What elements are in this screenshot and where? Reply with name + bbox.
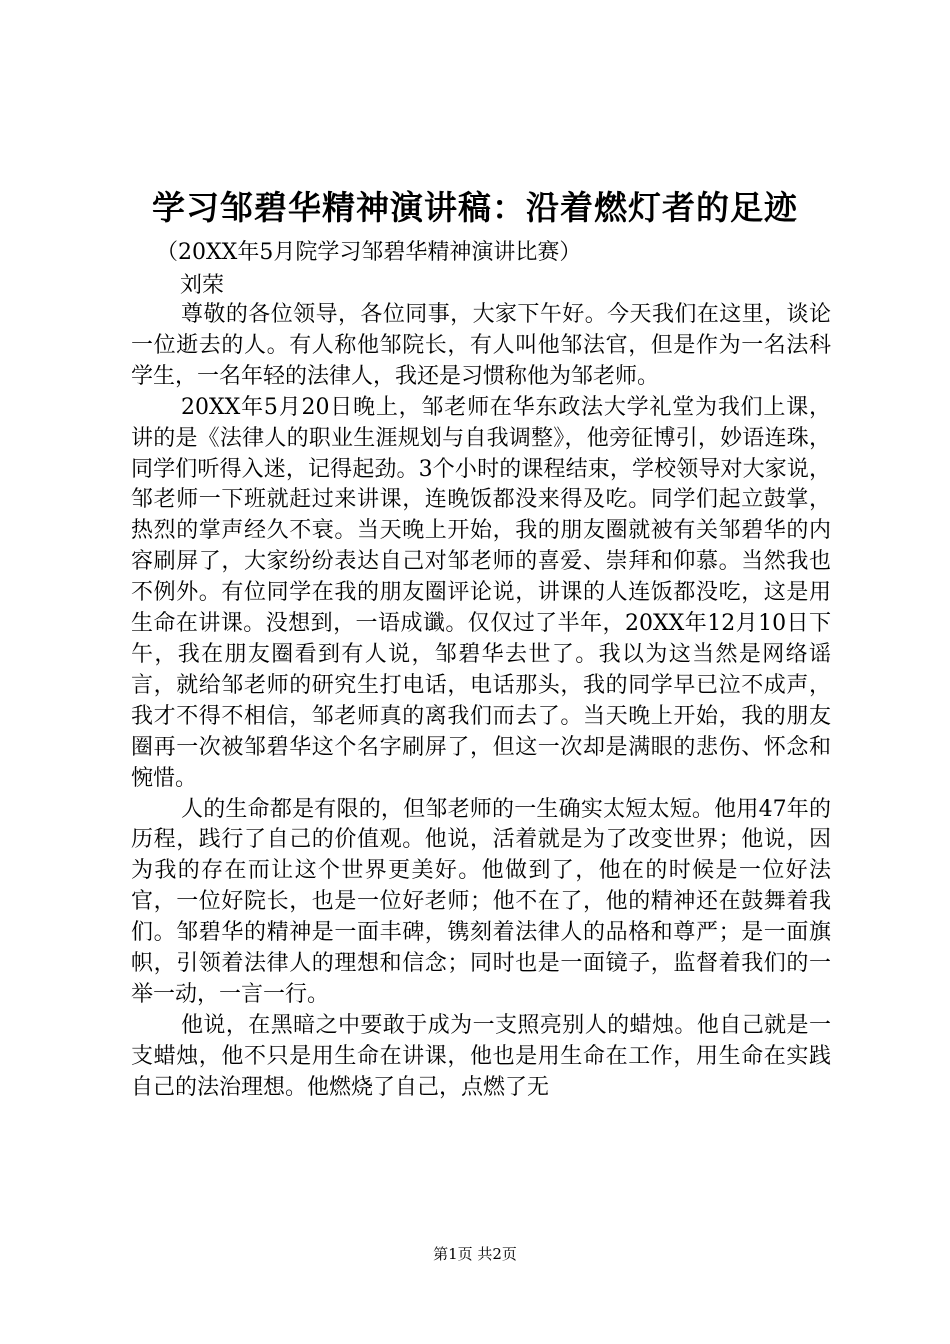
paragraph: 20XX年5月20日晚上，邹老师在华东政法大学礼堂为我们上课，讲的是《法律人的职业生涯规划与自我调整》，他旁征博引，妙语连珠，同学们听得入迷，记得起劲。3个小时的课程结束，学校领导对大家说，邹老师一下班就赶过来讲课，连晚饭都没来得及吃。同学们起立鼓掌，热烈的掌声经久不衰。当天晚上开始，我的朋友圈就被有关邹碧华的内容刷屏了，大家纷纷表达自己对邹老师的喜爱、崇拜和仰慕。当然我也不例外。有位同学在我的朋友圈评论说，讲课的人连饭都没吃，这是用生命在讲课。没想到，一语成谶。仅仅过了半年，20XX年12月10日下午，我在朋友圈看到有人说，邹碧华去世了。我以为这当然是网络谣言，就给邹老师的研究生打电话，电话那头，我的同学早已泣不成声，我才不得不相信，邹老师真的离我们而去了。当天晚上开始，我的朋友圈再一次被邹碧华这个名字刷屏了，但这一次却是满眼的悲伤、怀念和惋惜。 bbox=[131, 394, 831, 791]
subtitle: （20XX年5月院学习邹碧华精神演讲比赛） bbox=[156, 240, 582, 265]
paragraph: 尊敬的各位领导，各位同事，大家下午好。今天我们在这里，谈论一位逝去的人。有人称他邹院长，有人叫他邹法官，但是作为一名法科学生，一名年轻的法律人，我还是习惯称他为邹老师。 bbox=[131, 302, 831, 389]
author-name: 刘荣 bbox=[180, 273, 225, 298]
paragraph: 他说，在黑暗之中要敢于成为一支照亮别人的蜡烛。他自己就是一支蜡烛，他不只是用生命在讲课，他也是用生命在工作，用生命在实践自己的法治理想。他燃烧了自己，点燃了无 bbox=[131, 1012, 831, 1100]
page-number-footer: 第1页 共2页 bbox=[433, 1245, 517, 1263]
speech-body bbox=[131, 300, 831, 1104]
page-title: 学习邹碧华精神演讲稿：沿着燃灯者的足迹 bbox=[152, 188, 798, 227]
paragraph: 人的生命都是有限的，但邹老师的一生确实太短太短。他用47年的历程，践行了自己的价值观。他说，活着就是为了改变世界；他说，因为我的存在而让这个世界更美好。他做到了，他在的时候是一位好法官，一位好院长，也是一位好老师；他不在了，他的精神还在鼓舞着我们。邹碧华的精神是一面丰碑，镌刻着法律人的品格和尊严；是一面旗帜，引领着法律人的理想和信念；同时也是一面镜子，监督着我们的一举一动，一言一行。 bbox=[131, 796, 831, 1007]
